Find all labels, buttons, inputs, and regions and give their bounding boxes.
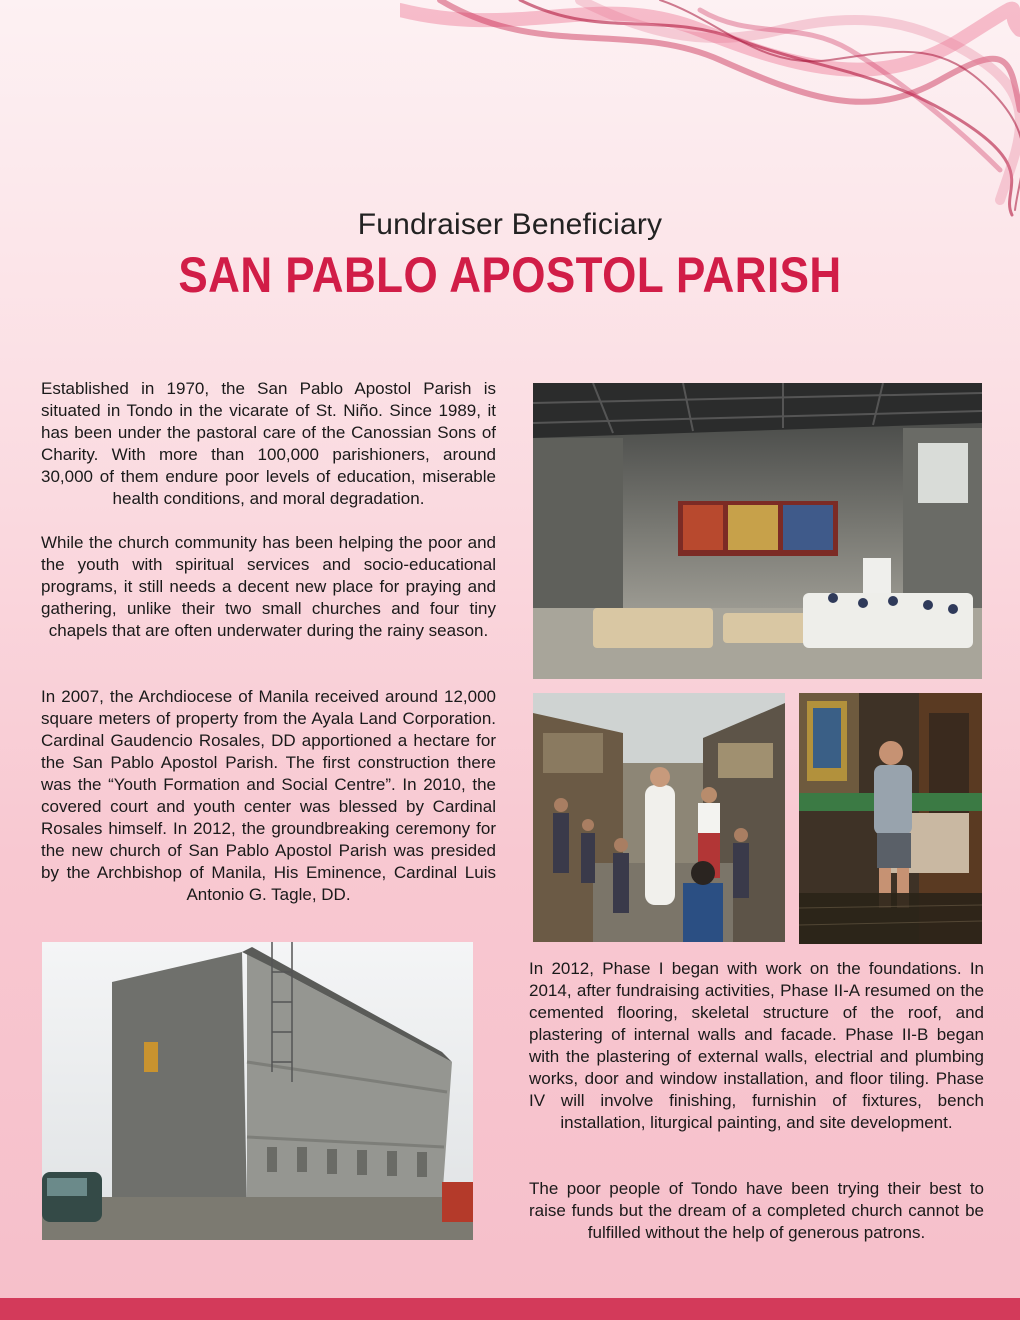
paragraph-phases: In 2012, Phase I began with work on the foundations. In 2014, after fundraising activities, Phase II-A resumed on the cemented flooring, skeletal structure of the roof, and plastering of internal walls and facade. Phase II-B began with the plastering of external walls, electrial and plumbing works, door and window installation, and floor tiling. Phase IV will involve finishing, furnishin of fixtures, bench installation, liturgical painting, and site development. bbox=[529, 959, 984, 1132]
paragraph-property: In 2007, the Archdiocese of Manila received around 12,000 square meters of property from the Ayala Land Corporation. Cardinal Gaudencio Rosales, DD apportioned a hectare for the San Pablo Apostol Parish. The first construction there was the “Youth Formation and Social Centre”. In 2010, the covered court and youth center was blessed by Cardinal Rosales himself. In 2012, the groundbreaking ceremony for the new church of San Pablo Apostol Parish was presided by the Archbishop of Manila, His Eminence, Cardinal Luis Antonio G. Tagle, DD. bbox=[41, 687, 496, 904]
flooded-chapel-photo bbox=[799, 693, 982, 944]
page-header bbox=[0, 208, 1020, 304]
church-building-photo bbox=[42, 942, 473, 1240]
bottom-bar bbox=[0, 1298, 1020, 1320]
church-interior-photo bbox=[533, 383, 982, 679]
page-title: SAN PABLO APOSTOL PARISH bbox=[178, 247, 842, 303]
page-subtitle: Fundraiser Beneficiary bbox=[357, 208, 663, 241]
procession-photo bbox=[533, 693, 785, 942]
paragraph-need: While the church community has been helping the poor and the youth with spiritual services and socio-educational programs, it still needs a decent new place for praying and gathering, unlike their two small churches and four tiny chapels that are often underwater during the rainy season. bbox=[41, 533, 496, 640]
paragraph-appeal: The poor people of Tondo have been trying their best to raise funds but the dream of a completed church cannot be fulfilled without the help of generous patrons. bbox=[529, 1179, 984, 1242]
smoke-swirl-decoration bbox=[400, 0, 1020, 220]
paragraph-history: Established in 1970, the San Pablo Apostol Parish is situated in Tondo in the vicarate of St. Niño. Since 1989, it has been under the pastoral care of the Canossian Sons of Charity. With more than 100,000 parishioners, around 30,000 of them endure poor levels of education, miserable health conditions, and moral degradation. bbox=[41, 379, 496, 508]
